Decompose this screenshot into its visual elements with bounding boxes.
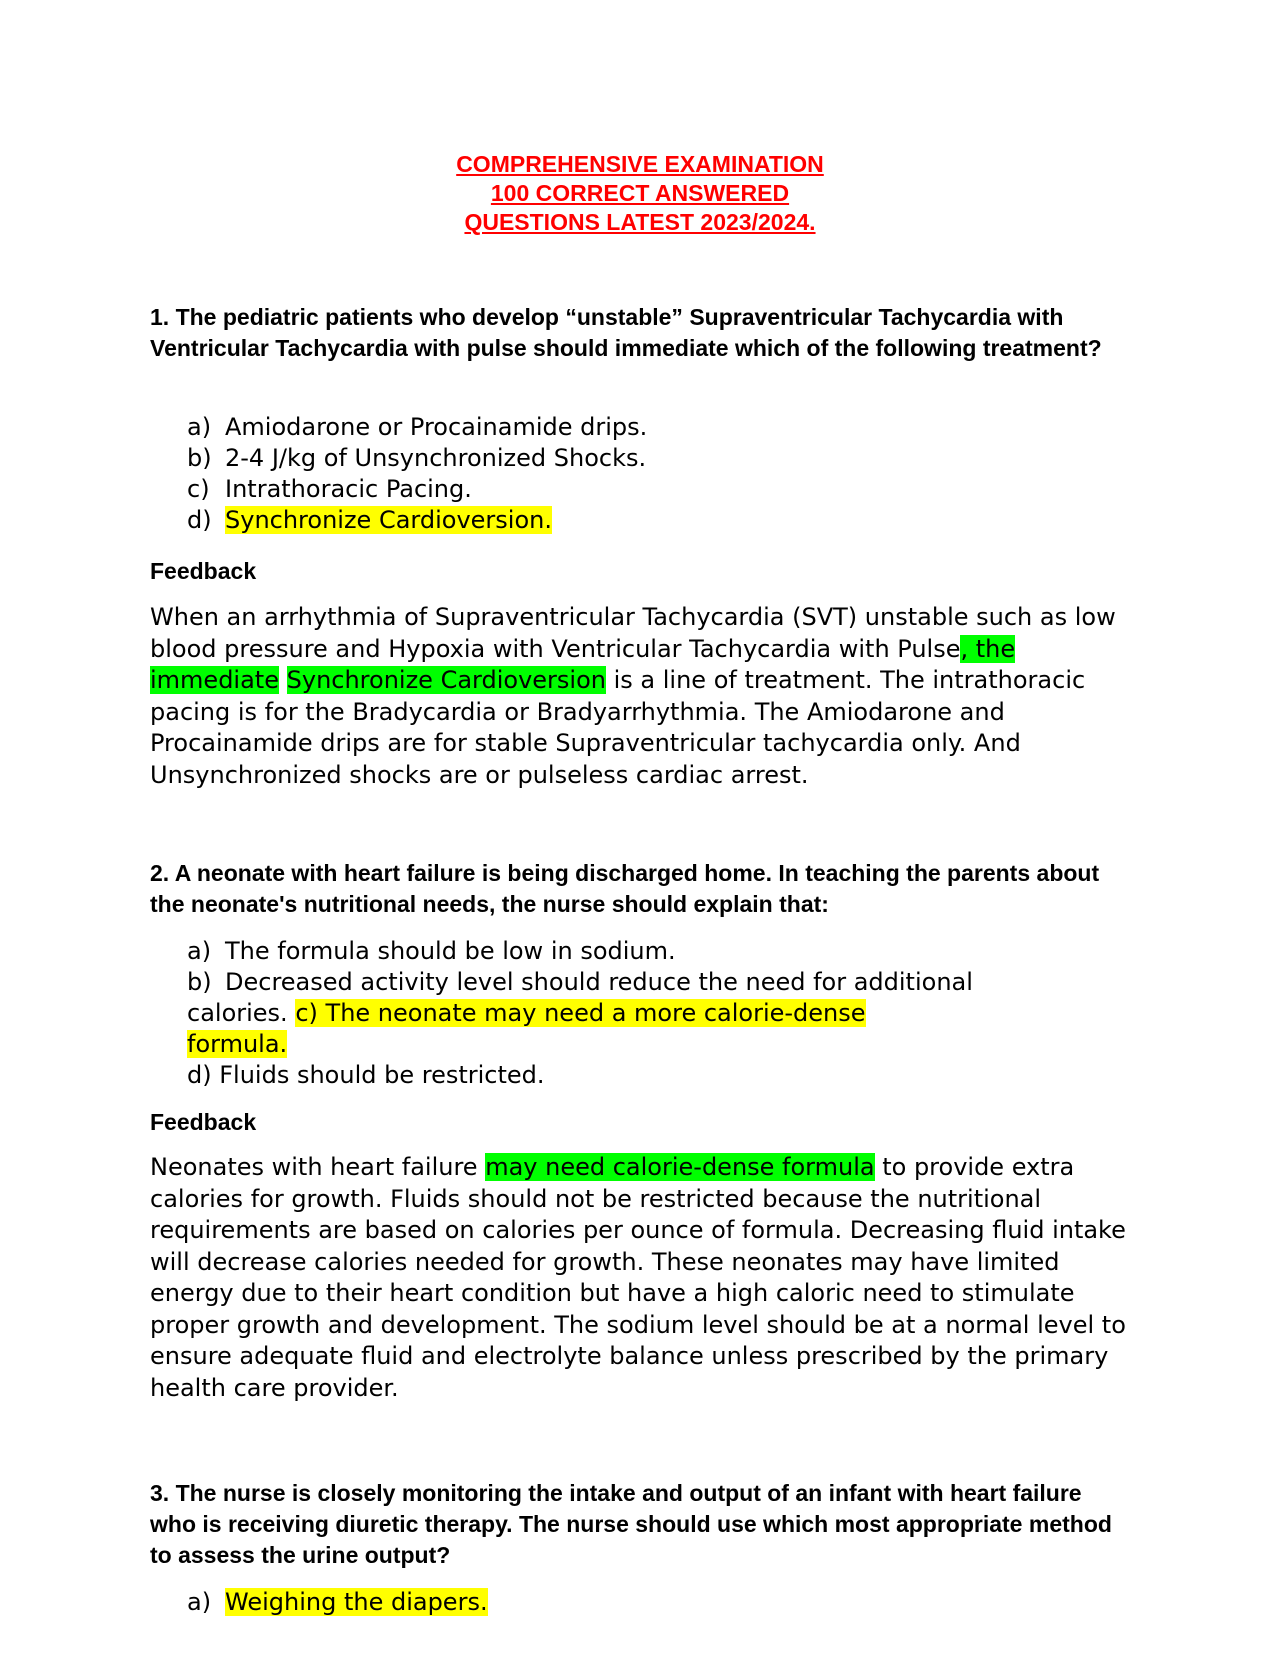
document-title	[0, 150, 1280, 237]
question-3-text: 3. The nurse is closely monitoring the intake and output of an infant with heart failure who is receiving diuretic therapy. The nurse should use which most appropriate method to assess the urine output?	[150, 1480, 1112, 1568]
option-label: c)	[187, 475, 210, 503]
option-item-correct	[187, 505, 1087, 536]
option-item	[187, 936, 1087, 967]
option-text: Amiodarone or Procainamide drips.	[225, 413, 648, 441]
feedback-segment: is a line of treatment. The intrathoracic pacing is for the Bradycardia or Bradyarrhythmia. The Amiodarone and Procainamide drips are for stable Supraventricular tachycardia only. And Unsynchronized shocks are or pulseless cardiac arrest.	[150, 666, 1086, 789]
option-text-highlighted: Weighing the diapers.	[225, 1588, 488, 1616]
feedback-highlight: may need calorie-dense formula	[485, 1153, 875, 1181]
option-label: a)	[187, 937, 212, 965]
title-line-2: 100 CORRECT ANSWERED	[490, 180, 790, 206]
question-2-options	[187, 936, 1087, 1091]
option-label: b)	[187, 444, 212, 472]
option-item	[187, 474, 1087, 505]
feedback-segment: Neonates with heart failure	[150, 1153, 486, 1181]
feedback-segment	[279, 666, 287, 694]
option-text: The formula should be low in sodium.	[225, 937, 676, 965]
option-item-correct-continued	[187, 1029, 1087, 1060]
feedback-highlight: Synchronize Cardioversion	[286, 666, 606, 694]
option-item-correct	[187, 998, 1087, 1029]
option-item	[187, 1060, 1087, 1091]
option-label: c)	[295, 999, 318, 1027]
option-label: b)	[187, 968, 212, 996]
feedback-highlight: , the immediate	[150, 634, 1016, 694]
option-text: Decreased activity level should reduce the need for additional	[225, 968, 973, 996]
option-item	[187, 967, 1087, 998]
option-item	[187, 412, 1087, 443]
option-text: Intrathoracic Pacing.	[225, 475, 472, 503]
question-1-options	[187, 412, 1087, 536]
option-text: The neonate may need a more calorie-dense	[325, 999, 866, 1027]
question-1-text: 1. The pediatric patients who develop “unstable” Supraventricular Tachycardia with Ventricular Tachycardia with pulse should immediate which of the following treatment?	[150, 304, 1102, 361]
title-line-3: QUESTIONS LATEST 2023/2024.	[464, 209, 816, 235]
option-label: d)	[187, 1061, 212, 1089]
feedback-text-2	[150, 1152, 1150, 1404]
feedback-heading-2: Feedback	[150, 1109, 257, 1135]
feedback-text-1	[150, 602, 1150, 791]
option-item	[187, 443, 1087, 474]
option-text-highlighted	[295, 999, 865, 1027]
option-text-highlighted: Synchronize Cardioversion.	[225, 506, 552, 534]
option-text: calories.	[187, 999, 288, 1027]
option-label: a)	[187, 413, 212, 441]
title-line-1: COMPREHENSIVE EXAMINATION	[456, 151, 824, 177]
feedback-segment: to provide extra calories for growth. Fluids should not be restricted because the nutritional requirements are based on calories per ounce of formula. Decreasing fluid intake will decrease calories needed for growth. These neonates may have limited energy due to their heart condition but have a high caloric need to stimulate proper growth and development. The sodium level should be at a normal level to ensure adequate fluid and electrolyte balance unless prescribed by the primary health care provider.	[150, 1153, 1126, 1402]
question-2-text: 2. A neonate with heart failure is being discharged home. In teaching the parents about the neonate's nutritional needs, the nurse should explain that:	[150, 860, 1100, 917]
feedback-heading-1: Feedback	[150, 558, 257, 584]
question-3-options	[187, 1587, 1087, 1618]
option-text-highlighted: formula.	[187, 1030, 288, 1058]
feedback-segment: When an arrhythmia of Supraventricular Tachycardia (SVT) unstable such as low blood pressure and Hypoxia with Ventricular Tachycardia with Pulse	[150, 603, 1116, 663]
option-text: Fluids should be restricted.	[219, 1061, 545, 1089]
option-label: a)	[187, 1588, 212, 1616]
option-text: 2-4 J/kg of Unsynchronized Shocks.	[225, 444, 647, 472]
option-item-correct	[187, 1587, 1087, 1618]
option-label: d)	[187, 506, 212, 534]
